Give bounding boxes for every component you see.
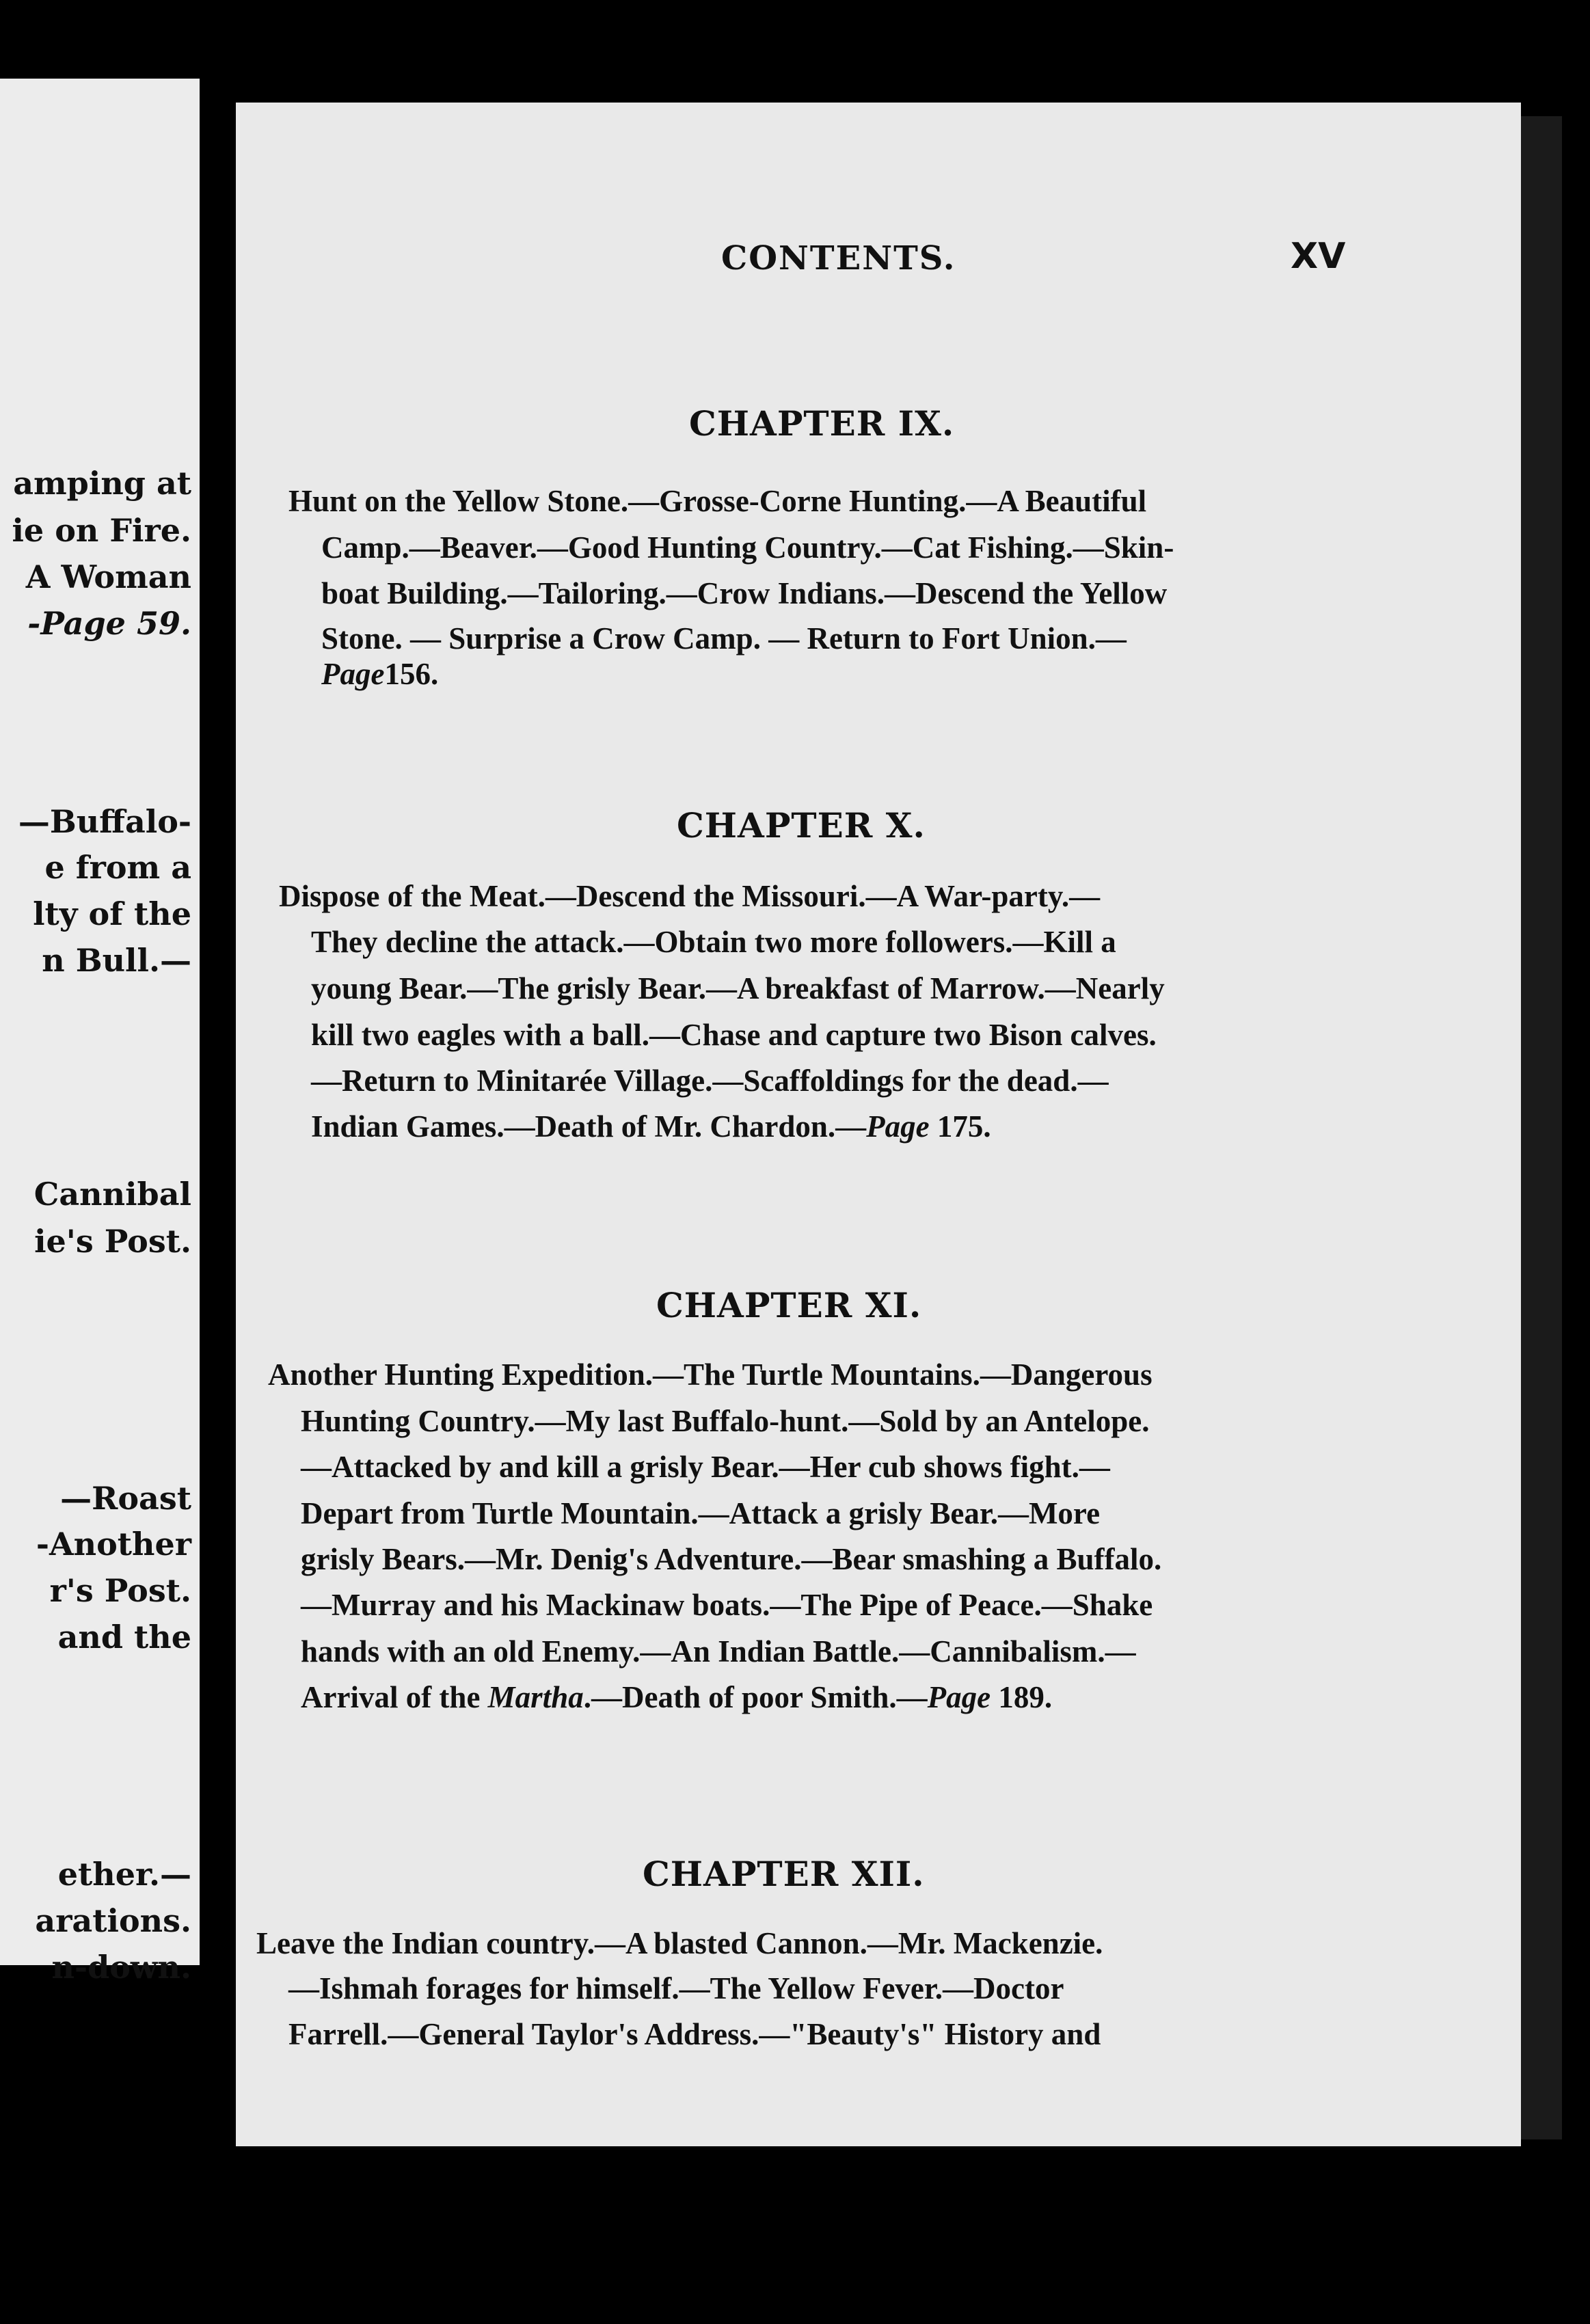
chapter-line: They decline the attack.—Obtain two more followers.—Kill a bbox=[311, 925, 1116, 959]
left-page-line: n-down. bbox=[51, 1949, 191, 1986]
left-page-line: ie's Post. bbox=[34, 1223, 191, 1260]
chapter-heading: CHAPTER IX. bbox=[689, 403, 955, 444]
running-head-title: CONTENTS. bbox=[721, 239, 956, 278]
left-page-line: A Woman bbox=[25, 558, 191, 595]
chapter-line: kill two eagles with a ball.—Chase and capture two Bison calves. bbox=[311, 1018, 1157, 1052]
chapter-line: Depart from Turtle Mountain.—Attack a grisly Bear.—More bbox=[301, 1496, 1101, 1530]
chapter-heading: CHAPTER X. bbox=[677, 805, 926, 846]
left-page-line: —Buffalo- bbox=[18, 803, 191, 840]
chapter-line bbox=[321, 656, 438, 692]
page-label: Page bbox=[321, 657, 385, 691]
left-page-line: -Page 59. bbox=[27, 605, 191, 642]
chapter-line bbox=[301, 1679, 1052, 1715]
left-page-line: -Another bbox=[36, 1526, 191, 1563]
chapter-line: young Bear.—The grisly Bear.—A breakfast of Marrow.—Nearly bbox=[311, 971, 1165, 1005]
chapter-heading: CHAPTER XI. bbox=[656, 1285, 922, 1325]
left-page-line: r's Post. bbox=[49, 1572, 191, 1609]
chapter-line: boat Building.—Tailoring.—Crow Indians.—Descend the Yellow bbox=[321, 576, 1168, 610]
ship-name: Martha bbox=[487, 1680, 584, 1714]
left-page-line: ie on Fire. bbox=[12, 512, 191, 549]
page-edge-shadow bbox=[1521, 116, 1562, 2139]
chapter-line: Camp.—Beaver.—Good Hunting Country.—Cat Fishing.—Skin- bbox=[321, 530, 1174, 565]
chapter-line: —Murray and his Mackinaw boats.—The Pipe of Peace.—Shake bbox=[301, 1588, 1153, 1622]
line-text: .—Death of poor Smith.— bbox=[583, 1680, 928, 1714]
left-page-line: Cannibal bbox=[33, 1176, 191, 1213]
chapter-line: Hunt on the Yellow Stone.—Grosse-Corne Hunting.—A Beautiful bbox=[288, 484, 1147, 518]
chapter-heading: CHAPTER XII. bbox=[643, 1854, 925, 1894]
chapter-line: grisly Bears.—Mr. Denig's Adventure.—Bear smashing a Buffalo. bbox=[301, 1542, 1162, 1576]
left-page-line: e from a bbox=[44, 849, 191, 886]
chapter-line: Another Hunting Expedition.—The Turtle Mountains.—Dangerous bbox=[268, 1357, 1153, 1392]
chapter-line: Farrell.—General Taylor's Address.—"Beauty's" History and bbox=[288, 2017, 1101, 2051]
left-page-line: lty of the bbox=[33, 895, 191, 932]
line-text: Indian Games.—Death of Mr. Chardon.— bbox=[311, 1109, 867, 1144]
page-label: Page bbox=[927, 1680, 991, 1714]
left-page-line: and the bbox=[57, 1619, 191, 1656]
page-label: Page bbox=[866, 1109, 930, 1144]
left-page-line: —Roast bbox=[60, 1480, 191, 1517]
page-number: 189. bbox=[991, 1680, 1053, 1714]
left-page-line: n Bull.— bbox=[42, 942, 191, 979]
left-facing-page bbox=[0, 79, 200, 1986]
line-text: Arrival of the bbox=[301, 1680, 488, 1714]
page-number: 175. bbox=[929, 1109, 991, 1144]
chapter-line: —Ishmah forages for himself.—The Yellow Fever.—Doctor bbox=[288, 1971, 1064, 2005]
chapter-line: Hunting Country.—My last Buffalo-hunt.—Sold by an Antelope. bbox=[301, 1404, 1150, 1438]
chapter-line bbox=[311, 1109, 991, 1144]
page-number: 156. bbox=[384, 657, 439, 691]
chapter-line: —Attacked by and kill a grisly Bear.—Her cub shows fight.— bbox=[301, 1450, 1110, 1484]
left-page-line: ether.— bbox=[57, 1856, 191, 1893]
left-page-line: arations. bbox=[35, 1902, 191, 1939]
left-page-line: amping at bbox=[13, 465, 191, 502]
chapter-line: Leave the Indian country.—A blasted Cannon.—Mr. Mackenzie. bbox=[256, 1926, 1103, 1960]
chapter-line: hands with an old Enemy.—An Indian Battle.—Cannibalism.— bbox=[301, 1634, 1136, 1668]
chapter-line: —Return to Minitarée Village.—Scaffoldings for the dead.— bbox=[311, 1064, 1109, 1098]
running-head-page-number: XV bbox=[1291, 236, 1346, 277]
chapter-line: Stone. — Surprise a Crow Camp. — Return to Fort Union.— bbox=[321, 621, 1127, 656]
chapter-line: Dispose of the Meat.—Descend the Missouri.—A War-party.— bbox=[279, 879, 1101, 913]
